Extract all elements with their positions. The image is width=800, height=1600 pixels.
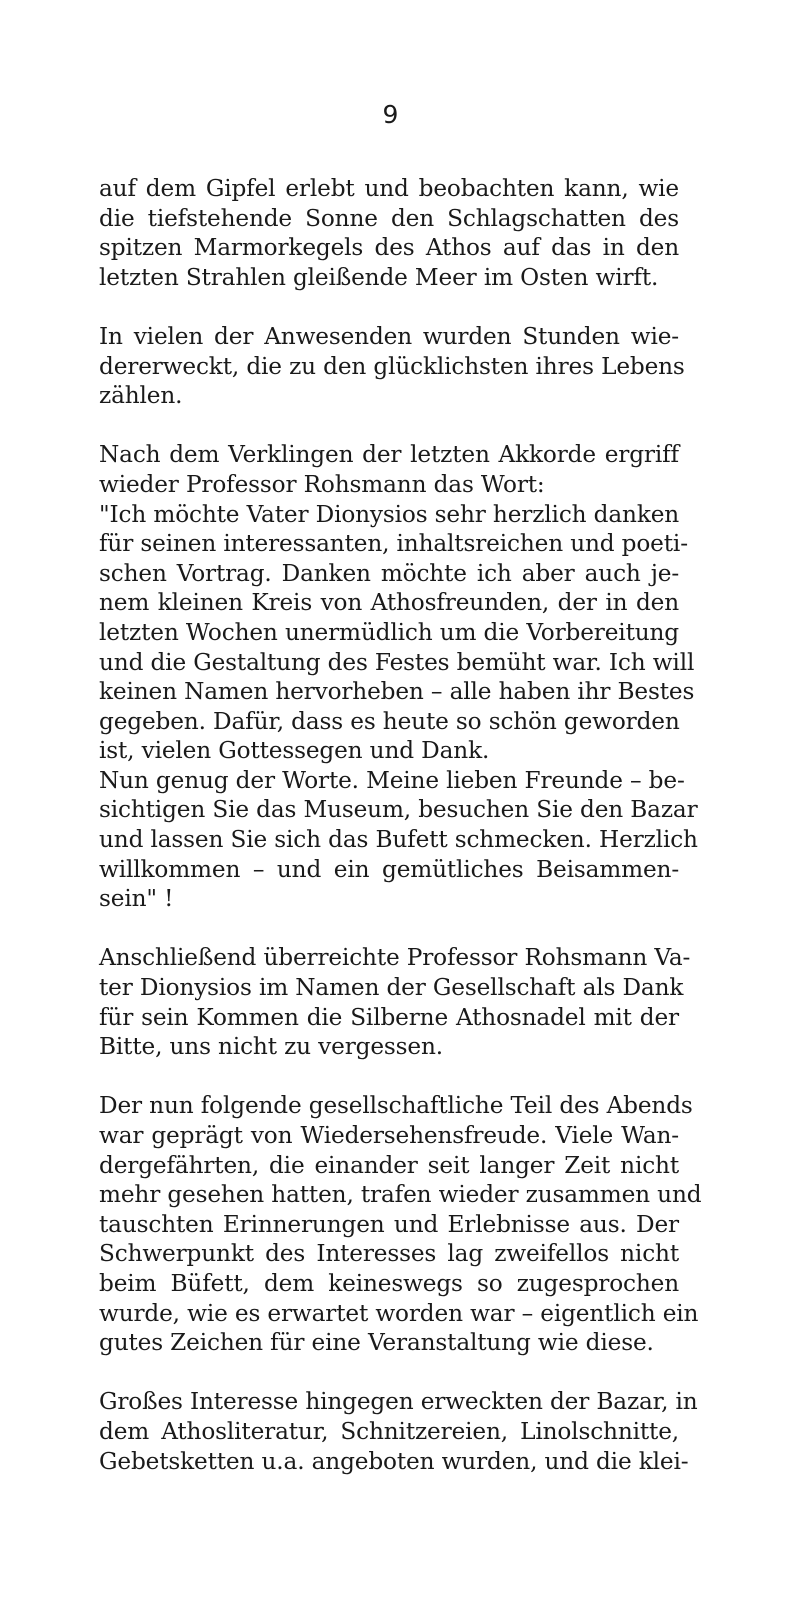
- text-line: auf dem Gipfel erlebt und beobachten kann, wie: [99, 175, 679, 202]
- text-line: gegeben. Dafür, dass es heute so schön geworden: [99, 707, 680, 735]
- text-line: Bitte, uns nicht zu vergessen.: [99, 1033, 443, 1061]
- text-line: "Ich möchte Vater Dionysios sehr herzlich danken: [99, 500, 680, 528]
- paragraph: [99, 943, 691, 1061]
- text-line: und die Gestaltung des Festes bemüht war. Ich will: [99, 648, 695, 676]
- text-line: war geprägt von Wiedersehensfreude. Viele Wan-: [99, 1122, 679, 1149]
- paragraph: [99, 440, 679, 499]
- text-line: gutes Zeichen für eine Veranstaltung wie diese.: [99, 1329, 654, 1357]
- text-line: sichtigen Sie das Museum, besuchen Sie den Bazar: [99, 796, 698, 824]
- text-line: ist, vielen Gottessegen und Dank.: [99, 737, 490, 765]
- text-line: dem Athosliteratur, Schnitzereien, Linolschnitte,: [99, 1417, 679, 1445]
- text-line: ter Dionysios im Namen der Gesellschaft als Dank: [99, 974, 684, 1002]
- text-line: wurde, wie es erwartet worden war – eigentlich ein: [99, 1299, 699, 1327]
- text-line: nem kleinen Kreis von Athosfreunden, der in den: [99, 589, 679, 617]
- paragraph: [99, 500, 695, 766]
- paragraph: [99, 766, 698, 914]
- paragraph: [99, 322, 685, 411]
- text-line: dergefährten, die einander seit langer Zeit nicht: [99, 1151, 679, 1179]
- text-line: für sein Kommen die Silberne Athosnadel mit der: [99, 1003, 679, 1031]
- text-line: dererweckt, die zu den glücklichsten ihres Lebens: [99, 352, 685, 380]
- text-line: letzten Strahlen gleißende Meer im Osten wirft.: [99, 263, 659, 291]
- paragraph: [99, 174, 679, 292]
- text-line: beim Büfett, dem keineswegs so zugesprochen: [99, 1269, 679, 1297]
- text-line: letzten Wochen unermüdlich um die Vorbereitung: [99, 618, 679, 646]
- text-line: Anschließend überreichte Professor Rohsmann Va-: [99, 944, 691, 972]
- text-line: für seinen interessanten, inhaltsreichen und poeti-: [99, 530, 688, 558]
- text-line: die tiefstehende Sonne den Schlagschatten des: [99, 204, 679, 232]
- text-line: tauschten Erinnerungen und Erlebnisse aus. Der: [99, 1210, 679, 1238]
- text-line: und lassen Sie sich das Bufett schmecken. Herzlich: [99, 826, 698, 854]
- paragraph: [99, 1387, 698, 1476]
- text-line: Schwerpunkt des Interesses lag zweifellos nicht: [99, 1240, 679, 1268]
- text-line: mehr gesehen hatten, trafen wieder zusammen und: [99, 1181, 702, 1209]
- text-line: wieder Professor Rohsmann das Wort:: [99, 470, 545, 498]
- text-line: Nun genug der Worte. Meine lieben Freunde – be-: [99, 766, 685, 794]
- text-line: keinen Namen hervorheben – alle haben ihr Bestes: [99, 678, 695, 706]
- page-number: 9: [382, 100, 399, 129]
- paragraph: [99, 1091, 702, 1357]
- text-line: Großes Interesse hingegen erweckten der Bazar, in: [99, 1388, 698, 1416]
- text-line: In vielen der Anwesenden wurden Stunden wie-: [99, 322, 679, 350]
- text-line: schen Vortrag. Danken möchte ich aber auch je-: [99, 559, 679, 587]
- text-line: spitzen Marmorkegels des Athos auf das in den: [99, 234, 679, 262]
- text-line: Der nun folgende gesellschaftliche Teil des Abends: [99, 1092, 693, 1120]
- text-line: Nach dem Verklingen der letzten Akkorde ergriff: [99, 441, 679, 469]
- text-line: zählen.: [99, 382, 183, 410]
- text-line: Gebetsketten u.a. angeboten wurden, und die klei-: [99, 1447, 689, 1475]
- text-line: sein" !: [99, 885, 174, 913]
- body-text: [99, 174, 702, 1476]
- text-line: willkommen – und ein gemütliches Beisammen-: [99, 855, 679, 883]
